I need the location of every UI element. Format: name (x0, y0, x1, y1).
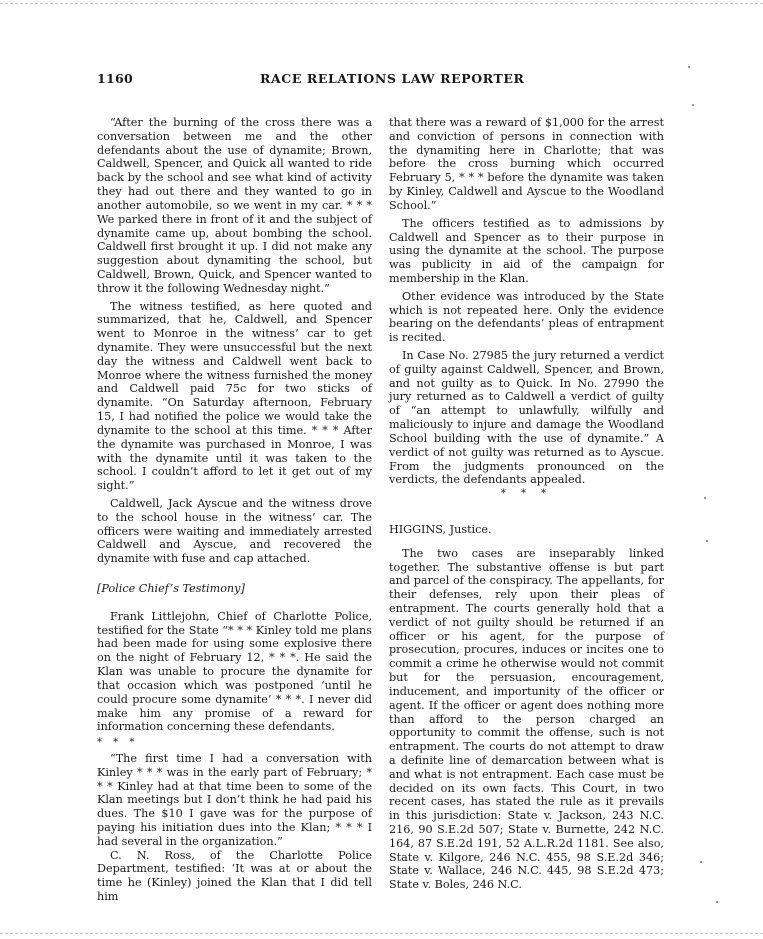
page-number: 1160 (97, 71, 133, 86)
right-paragraph-3: Other evidence was introduced by the State which is not repeated here. Only the evidence bearing on the defendants’ pleas of entrapment is recited. (389, 289, 664, 345)
scan-speck (706, 540, 708, 542)
left-paragraph-3: Caldwell, Jack Ayscue and the witness drove to the school house in the witness’ car. The officers were waiting and immediately arrested Caldwell and Ayscue, and recovered the dynamite with fuse and cap attached. (97, 496, 372, 566)
scan-speck (700, 861, 702, 863)
page-top-edge (0, 3, 763, 4)
section-break-stars: * * * (500, 488, 553, 500)
right-column (389, 116, 664, 892)
scan-speck (688, 66, 690, 68)
scan-speck (704, 497, 706, 499)
left-paragraph-2: The witness testified, as here quoted and summarized, that he, Caldwell, and Spencer went to Monroe in the witness’ car to get dynamite. They were unsuccessful but the next day the witness and Caldwell went back to Monroe where the witness furnished the money and Caldwell paid 75c for two sticks of dynamite. “On Saturday afternoon, February 15, I had notified the police we would take the dynamite to the school at this time. * * * After the dynamite was purchased in Monroe, I was with the dynamite until it was taken to the school. I couldn’t afford to let it get out of my sight.” (97, 299, 372, 493)
left-paragraph-4: Frank Littlejohn, Chief of Charlotte Police, testified for the State “* * * Kinley told me plans had been made for using some explosive there on the night of February 12, * * *. He said the Klan was unable to procure the dynamite for that occasion which was postponed ‘until he could procure some dynamite’ * * *. I never did make him any promise of a reward for information concerning these defendants. (97, 609, 372, 734)
section-subheading: [Police Chief’s Testimony] (97, 582, 245, 595)
left-paragraph-6: C. N. Ross, of the Charlotte Police Department, testified: ‘It was at or about the time he (Kinley) joined the Klan that I did tell him (97, 848, 372, 904)
right-paragraph-5: The two cases are inseparably linked together. The substantive offense is but part and parcel of the conspiracy. The appellants, for their defenses, rely upon their pleas of entrapment. The courts generally hold that a verdict of not guilty should be returned if an officer or his agent, for the purpose of prosecution, procures, induces or incites one to commit a crime he otherwise would not commit but for the persuasion, encouragement, inducement, and importunity of the officer or agent. If the officer or agent does nothing more than afford to the person charged an opportunity to commit the offense, such is not entrapment. The courts do not attempt to draw a definite line of demarcation between what is and what is not entrapment. Each case must be decided on its own facts. This Court, in two recent cases, has stated the rule as it prevails in this jurisdiction: State v. Jackson, 243 N.C. 216, 90 S.E.2d 507; State v. Burnette, 242 N.C. 164, 87 S.E.2d 191, 52 A.L.R.2d 1181. See also, State v. Kilgore, 246 N.C. 455, 98 S.E.2d 346; State v. Wallace, 246 N.C. 445, 98 S.E.2d 473; State v. Boles, 246 N.C. (389, 546, 664, 892)
scan-speck (692, 104, 694, 106)
page-bottom-edge (0, 933, 763, 934)
ellipsis-stars: * * * (97, 737, 139, 749)
left-column (97, 116, 372, 904)
right-paragraph-1: that there was a reward of $1,000 for the arrest and conviction of persons in connection with the dynamiting here in Charlotte; that was before the cross burning which occurred February 5, * * * before the dynamite was taken by Kinley, Caldwell and Ayscue to the Woodland School.” (389, 116, 664, 212)
opinion-author: HIGGINS, Justice. (389, 522, 492, 536)
scan-speck (716, 901, 718, 903)
right-paragraph-4: In Case No. 27985 the jury returned a verdict of guilty against Caldwell, Spencer, and Brown, and not guilty as to Quick. In No. 27990 the jury returned as to Caldwell a verdict of guilty of “an attempt to unlawfully, wilfully and maliciously to injure and damage the Woodland School building with the use of dynamite.” A verdict of not guilty was returned as to Ayscue. From the judgments pronounced on the verdicts, the defendants appealed. (389, 349, 664, 487)
left-paragraph-5: “The first time I had a conversation with Kinley * * * was in the early part of February; * * * Kinley had at that time been to some of the Klan meetings but I don’t think he had paid his dues. The $10 I gave was for the purpose of paying his initiation dues into the Klan; * * * I had several in the organization.” (97, 751, 372, 848)
running-head: RACE RELATIONS LAW REPORTER (260, 71, 525, 86)
left-paragraph-1: “After the burning of the cross there was a conversation between me and the other defendants about the use of dynamite; Brown, Caldwell, Spencer, and Quick all wanted to ride back by the school and see what kind of activity they had out there and they wanted to go in another automobile, so we went in my car. * * * We parked there in front of it and the subject of dynamite came up, about bombing the school. Caldwell first brought it up. I did not make any suggestion about dynamiting the school, but Caldwell, Brown, Quick, and Spencer wanted to throw it the following Wednesday night.” (97, 116, 372, 295)
right-paragraph-2: The officers testified as to admissions by Caldwell and Spencer as to their purpose in using the dynamite at the school. The purpose was publicity in aid of the campaign for membership in the Klan. (389, 216, 664, 285)
